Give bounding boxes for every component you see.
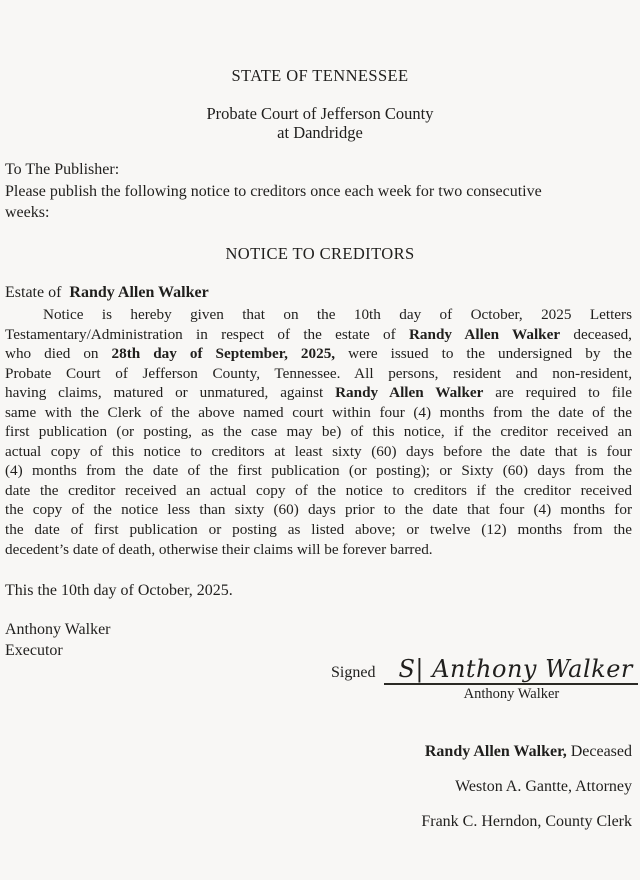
bold-text-run: 28th day of September, 2025, xyxy=(111,345,336,363)
executor-name: Anthony Walker xyxy=(5,621,111,638)
text-run: same with the Clerk of the above named court within four (4) months from the date of the xyxy=(5,403,632,421)
text-run: are required to file xyxy=(483,384,632,402)
publisher-line: Please publish the following notice to creditors once each week for two consecutive xyxy=(5,182,542,200)
court-location: at Dandridge xyxy=(277,123,363,142)
notice-body xyxy=(5,305,632,559)
publisher-line: To The Publisher: xyxy=(5,161,120,178)
notice-body-line xyxy=(5,500,632,520)
bold-text-run: Randy Allen Walker xyxy=(408,325,561,343)
notice-body-line xyxy=(5,442,632,462)
estate-label: Estate of xyxy=(5,284,70,301)
notice-body-line xyxy=(5,344,632,364)
text-run: who died on xyxy=(5,345,112,363)
text-run: were issued to the undersigned by the xyxy=(335,345,632,363)
dated-line: This the 10th day of October, 2025. xyxy=(5,582,233,599)
notice-body-line xyxy=(5,383,632,403)
notice-body-line xyxy=(5,305,632,325)
executor-block xyxy=(5,620,111,661)
court-heading: Probate Court of Jefferson County xyxy=(206,104,434,123)
footer-line xyxy=(421,812,632,832)
text-run: the date of first publication or posting as listed above; or twelve (12) months from the xyxy=(5,521,632,539)
text-run: (4) months from the date of the first publication (or posting); or Sixty (60) days from the xyxy=(5,462,632,480)
notice-body-line xyxy=(5,461,632,481)
notice-body-line xyxy=(5,422,632,442)
footer-block xyxy=(421,742,632,832)
signature-printed-name: Anthony Walker xyxy=(463,686,560,702)
estate-name: Randy Allen Walker xyxy=(69,284,209,301)
text-run: Weston A. Gantte, Attorney xyxy=(455,778,632,795)
text-run: Probate Court of Jefferson County, Tennessee. All persons, resident and non-resident, xyxy=(5,364,632,382)
notice-body-line xyxy=(5,325,632,345)
publisher-line: weeks: xyxy=(5,204,50,221)
text-run: Testamentary/Administration in respect of the estate of xyxy=(5,325,409,343)
signed-label: Signed xyxy=(331,664,376,681)
text-run: having claims, matured or unmatured, against xyxy=(5,384,336,402)
text-run: actual copy of this notice to creditors at least sixty (60) days before the date that is four xyxy=(5,442,632,460)
text-run: Frank C. Herndon, County Clerk xyxy=(421,813,632,830)
text-run: deceased, xyxy=(560,325,632,343)
notice-body-line xyxy=(5,403,632,423)
handwritten-signature: S| Anthony Walker xyxy=(384,655,638,685)
bold-text-run: Randy Allen Walker, xyxy=(424,743,567,760)
state-heading: STATE OF TENNESSEE xyxy=(231,66,409,85)
executor-title: Executor xyxy=(5,641,63,659)
signature-block xyxy=(384,655,638,702)
notice-title: NOTICE TO CREDITORS xyxy=(225,244,415,263)
notice-body-line xyxy=(5,540,632,560)
footer-line xyxy=(455,777,632,797)
estate-of-line xyxy=(5,284,209,302)
publisher-note xyxy=(5,159,635,224)
notice-body-line xyxy=(5,481,632,501)
text-run: decedent’s date of death, otherwise their claims will be forever barred. xyxy=(5,540,433,558)
text-run: first publication (or posting, as the case may be) of this notice, if the creditor received an xyxy=(5,423,632,441)
text-run: the copy of the notice less than sixty (60) days prior to the date that four (4) months for xyxy=(5,501,632,519)
bold-text-run: Randy Allen Walker xyxy=(335,384,484,402)
text-run: Deceased xyxy=(566,743,632,760)
text-run: date the creditor received an actual copy of the notice to creditors if the creditor received xyxy=(5,481,632,499)
notice-body-line xyxy=(5,520,632,540)
signature-row xyxy=(331,655,638,702)
footer-line xyxy=(425,742,632,762)
notice-body-line xyxy=(5,364,632,384)
text-run: Notice is hereby given that on the 10th day of October, 2025 Letters xyxy=(43,306,632,323)
